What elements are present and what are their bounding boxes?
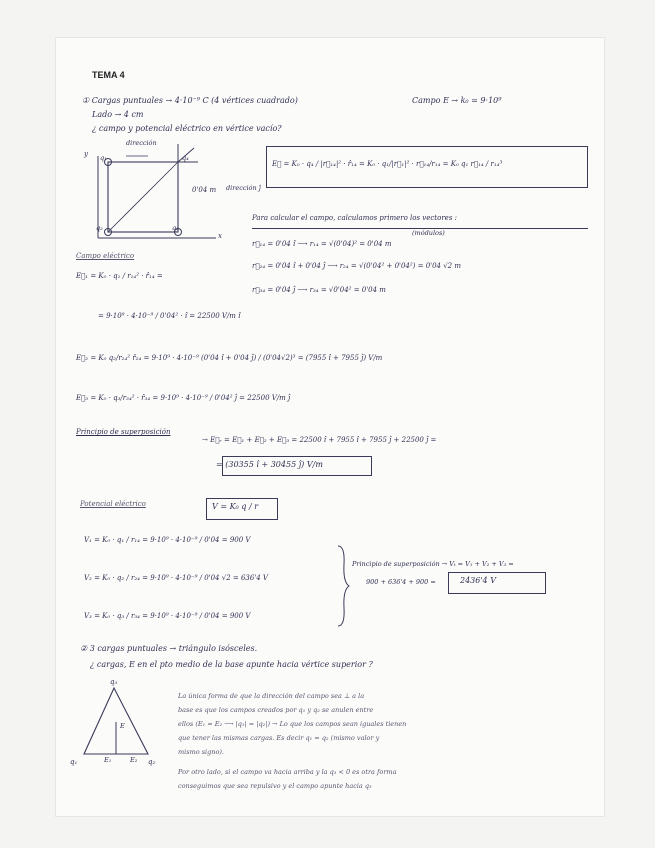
explanation-line-1: La única forma de que la dirección del campo sea ⊥ a la <box>178 692 365 700</box>
triangle-e-label: E <box>120 722 125 730</box>
charge-q4-label: q₄ <box>182 154 189 162</box>
x-axis-label: x <box>218 232 222 240</box>
explanation-line-7: conseguimos que sea repulsivo y el campo apunte hacia q₃ <box>178 782 372 790</box>
problem1-question: ¿ campo y potencial eléctrico en vértice vacío? <box>92 124 282 133</box>
charge-q1-label: q₁ <box>100 154 107 162</box>
vector-r14: r⃗₁₄ = 0'04 î ⟶ r₁₄ = √(0'04)² = 0'04 m <box>252 240 392 248</box>
electric-field-header: Campo eléctrico <box>76 252 135 260</box>
potential-formula: V = K₀ q / r <box>212 502 259 511</box>
square-diagram <box>86 138 236 258</box>
v3-formula: V₃ = K₀ · q₃ / r₃₄ = 9·10⁹ · 4·10⁻⁹ / 0'04 = 900 V <box>84 612 251 620</box>
explanation-line-3: ellos (E₁ = E₂ ⟶ |q₁| = |q₂|) → Lo que los campos sean iguales tienen <box>178 720 407 728</box>
triangle-q2: q₂ <box>148 758 156 766</box>
coulomb-constant: Campo E → k₀ = 9·10⁹ <box>412 96 502 105</box>
potential-superposition: Principio de superposición → Vₜ = V₁ + V₂ + V₃ = <box>352 560 514 568</box>
e3-formula: E⃗₃ = K₀ · q₃/r₃₄² · r̂₃₄ = 9·10⁹ · 4·10⁻⁹ / 0'04² ĵ = 22500 V/m ĵ <box>76 394 291 402</box>
vector-r24: r⃗₂₄ = 0'04 î + 0'04 ĵ ⟶ r₂₄ = √(0'04² + 0'04²) = 0'04 √2 m <box>252 262 462 270</box>
charge-q3-label: q₃ <box>172 224 179 232</box>
side-length: Lado → 4 cm <box>92 110 144 119</box>
triangle-q3: q₃ <box>110 678 118 686</box>
y-axis-label: y <box>84 150 88 158</box>
triangle-diagram <box>74 682 154 772</box>
side-measure: 0'04 m <box>192 186 217 194</box>
notebook-page <box>56 38 604 816</box>
superposition-header: Principio de superposición <box>76 428 171 436</box>
explanation-line-2: base es que los campos creados por q₁ y q₂ se anulen entre <box>178 706 374 714</box>
field-result: = (30355 î + 30455 ĵ) V/m <box>216 460 323 469</box>
problem2-question: ¿ cargas, E en el pto medio de la base apunte hacia vértice superior ? <box>90 660 373 669</box>
e2-formula: E⃗₂ = K₀ q₂/r₂₄² r̂₂₄ = 9·10⁹ · 4·10⁻⁹ (0'04 î + 0'04 ĵ) / (0'04√2)³ = (7955 î + 7955 ĵ) V/m <box>76 354 383 362</box>
v1-formula: V₁ = K₀ · q₁ / r₁₄ = 9·10⁹ · 4·10⁻⁹ / 0'04 = 900 V <box>84 536 251 544</box>
problem1-statement: ① Cargas puntuales → 4·10⁻⁹ C (4 vértices cuadrado) <box>82 96 298 105</box>
e1-formula: E⃗₁ = K₀ · q₁ / r₁₄² · r̂₁₄ = <box>76 272 163 280</box>
explanation-line-5: mismo signo). <box>178 748 224 756</box>
e1-value: = 9·10⁹ · 4·10⁻⁹ / 0'04² · î = 22500 V/m î <box>98 312 241 320</box>
triangle-e2-label: E₂ <box>130 756 138 764</box>
page-title: TEMA 4 <box>92 70 125 80</box>
problem2-statement: ② 3 cargas puntuales → triángulo isósceles. <box>80 644 258 653</box>
direction-label: dirección <box>126 139 157 147</box>
triangle-e1-label: E₁ <box>104 756 112 764</box>
modulos-note: (módulos) <box>412 229 445 237</box>
field-formula: E⃗ = K₀ · q₄ / |r⃗₁₄|² · r̂₁₄ = K₀ · q₁/|r⃗₁|² · r⃗₁₄/r₁₄ = K₀ q₁ r⃗₁₄ / r₁₄³ <box>272 160 503 168</box>
charge-q2-label: q₂ <box>96 224 103 232</box>
brace <box>336 544 350 628</box>
vector-r34: r⃗₃₄ = 0'04 ĵ ⟶ r₃₄ = √0'04² = 0'04 m <box>252 286 386 294</box>
explanation-line-4: que tener las mismas cargas. Es decir q₁ = q₂ (mismo valor y <box>178 734 380 742</box>
potential-result: 2436'4 V <box>460 576 496 585</box>
direction-j-label: dirección ĵ <box>226 184 261 192</box>
potential-header: Potencial eléctrico <box>80 500 146 508</box>
potential-sum: 900 + 636'4 + 900 = <box>366 578 436 586</box>
superposition-sum: → E⃗ᵣ = E⃗₁ + E⃗₂ + E⃗₃ = 22500 î + 7955 î + 7955 ĵ + 22500 ĵ = <box>202 436 437 444</box>
triangle-q1: q₁ <box>70 758 78 766</box>
v2-formula: V₂ = K₀ · q₂ / r₂₄ = 9·10⁹ · 4·10⁻⁹ / 0'04 √2 = 636'4 V <box>84 574 268 582</box>
vectors-intro: Para calcular el campo, calculamos primero los vectores : <box>252 214 457 222</box>
explanation-line-6: Por otro lado, si el campo va hacia arriba y la q₃ < 0 es otra forma <box>178 768 397 776</box>
